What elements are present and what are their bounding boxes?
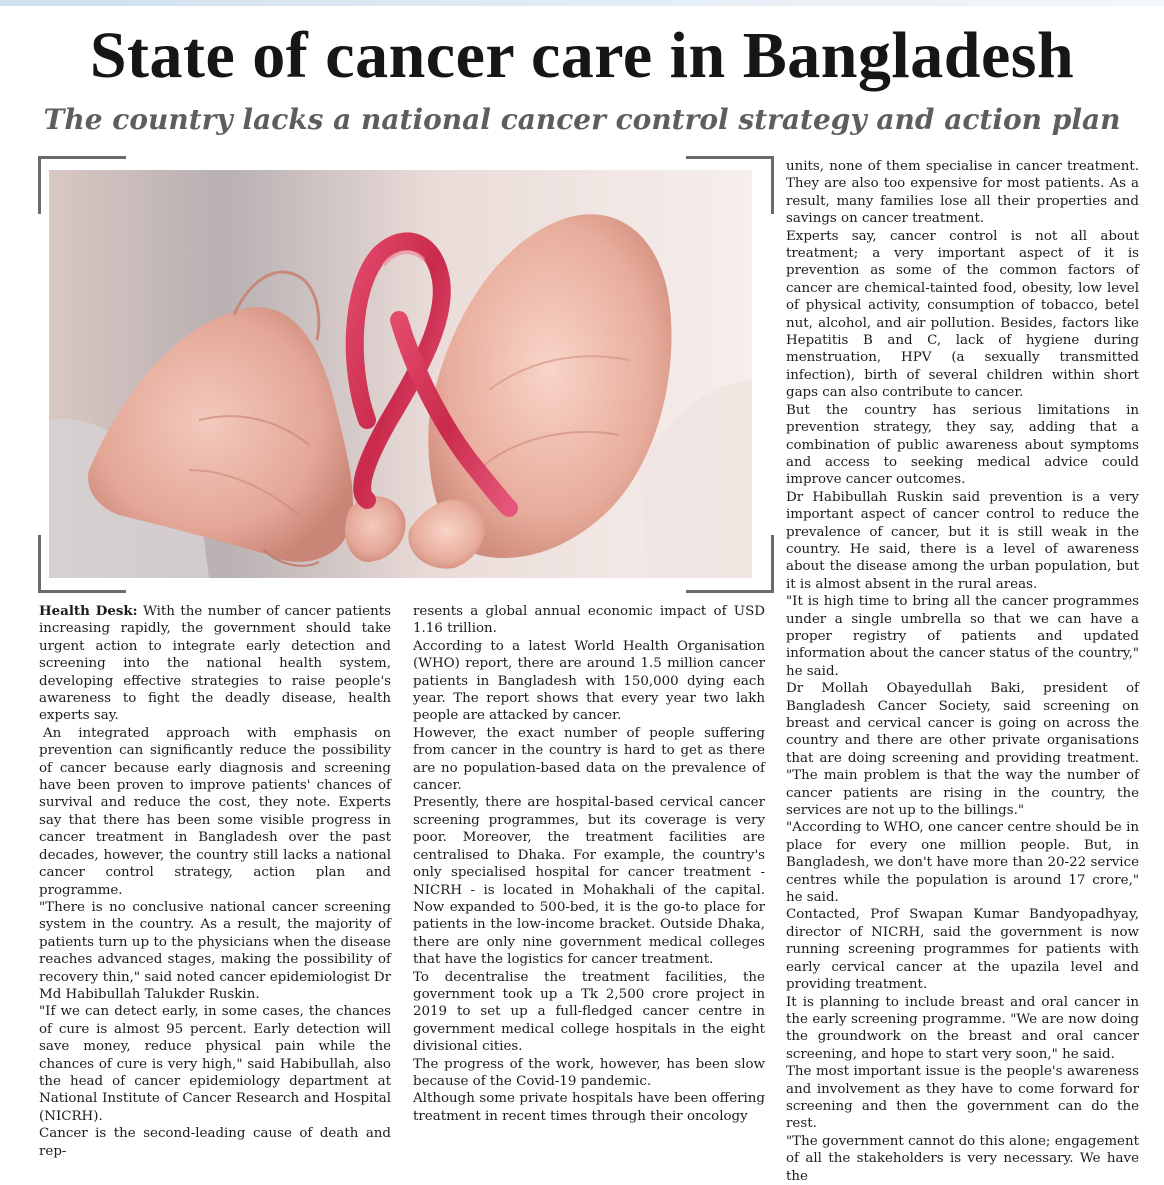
paragraph: "According to WHO, one cancer centre should be in place for every one million people. But, in Bangladesh, we don't have more than 20-22 service centres while the population is around 17 crore," he said. xyxy=(786,820,1139,906)
paragraph: "If we can detect early, in some cases, the chances of cure is almost 95 percent. Early detection will save money, reduce physical pain while the chances of cure is very high," said Habibullah, also the head of cancer epidemiology department at National Institute of Cancer Research and Hospital (NICRH). xyxy=(39,1004,391,1124)
paragraph: units, none of them specialise in cancer treatment. They are also too expensive for most patients. As a result, many families lose all their properties and savings on cancer treatment. xyxy=(786,159,1139,227)
paragraph: The progress of the work, however, has been slow because of the Covid-19 pandemic. xyxy=(413,1056,765,1089)
paragraph: "It is high time to bring all the cancer programmes under a single umbrella so that we can have a proper registry of patients and updated information about the cancer status of the country," he said. xyxy=(786,594,1139,679)
paragraph xyxy=(39,603,391,725)
paragraph: Experts say, cancer control is not all about treatment; a very important aspect of it is prevention as some of the common factors of cancer are chemical-tainted food, obesity, low level of physical activity, consumption of tobacco, betel nut, alcohol, and air pollution. Besides, factors like Hepatitis B and C, lack of hygiene during menstruation, HPV (a sexually transmitted infection), birth of several children within short gaps can also contribute to cancer. xyxy=(786,228,1139,401)
article-column-2 xyxy=(413,603,765,1125)
byline: Health Desk: xyxy=(39,603,138,619)
photo-frame xyxy=(38,156,774,593)
top-decor-strip xyxy=(0,0,1164,6)
ribbon-hands-photo xyxy=(49,170,752,578)
paragraph: "There is no conclusive national cancer screening system in the country. As a result, the majority of patients turn up to the physicians when the disease reaches advanced stages, making the possibility of recovery thin," said noted cancer epidemiologist Dr Md Habibullah Talukder Ruskin. xyxy=(39,899,391,1002)
paragraph-text: With the number of cancer patients increasing rapidly, the government should take urgent action to integrate early detection and screening into the national health system, developing effective strategies to raise people's awareness to fight the deadly disease, health experts say. xyxy=(39,604,391,724)
paragraph: Cancer is the second-leading cause of death and rep- xyxy=(39,1126,391,1159)
paragraph: Although some private hospitals have been offering treatment in recent times through their oncology xyxy=(413,1091,765,1124)
paragraph: resents a global annual economic impact of USD 1.16 trillion. xyxy=(413,604,765,637)
paragraph: But the country has serious limitations in prevention strategy, they say, adding that a combination of public awareness about symptoms and access to seeking medical advice could improve cancer outcomes. xyxy=(786,402,1139,488)
paragraph: Dr Mollah Obayedullah Baki, president of Bangladesh Cancer Society, said screening on breast and cervical cancer is going on across the country and there are other private organisations that are doing screening and providing treatment. "The main problem is that the way the number of cancer patients are rising in the country, the services are not up to the billings." xyxy=(786,681,1139,819)
paragraph: It is planning to include breast and oral cancer in the early screening programme. "We are now doing the groundwork on the breast and oral cancer screening, and hope to start very soon," he said. xyxy=(786,994,1139,1062)
paragraph: To decentralise the treatment facilities, the government took up a Tk 2,500 crore project in 2019 to set up a full-fledged cancer centre in government medical college hospitals in the eight divisional cities. xyxy=(413,969,765,1055)
paragraph: Dr Habibullah Ruskin said prevention is a very important aspect of cancer control to reduce the prevalence of cancer, but it is still weak in the country. He said, there is a level of awareness about the disease among the urban population, but it is almost absent in the rural areas. xyxy=(786,489,1139,592)
article-column-1 xyxy=(39,603,391,1160)
paragraph: According to a latest World Health Organisation (WHO) report, there are around 1.5 million cancer patients in Bangladesh with 150,000 dying each year. The report shows that every year two lakh people are attacked by cancer. xyxy=(413,638,765,724)
paragraph: The most important issue is the people's awareness and involvement as they have to come forward for screening and then the government can do the rest. xyxy=(786,1064,1139,1132)
paragraph: However, the exact number of people suffering from cancer in the country is hard to get as there are no population-based data on the prevalence of cancer. xyxy=(413,725,765,794)
paragraph: An integrated approach with emphasis on prevention can significantly reduce the possibility of cancer because early diagnosis and screening have been proven to improve patients' chances of survival and reduce the cost, they note. Experts say that there has been some visible progress in cancer treatment in Bangladesh over the past decades, however, the country still lacks a national cancer control strategy, action plan and programme. xyxy=(39,725,391,898)
paragraph: "The government cannot do this alone; engagement of all the stakeholders is very necessary. We have the xyxy=(786,1133,1139,1184)
headline: State of cancer care in Bangladesh xyxy=(89,19,1075,92)
subheadline: The country lacks a national cancer control strategy and action plan xyxy=(43,103,1121,136)
paragraph: Presently, there are hospital-based cervical cancer screening programmes, but its coverage is very poor. Moreover, the treatment facilities are centralised to Dhaka. For example, the country's only specialised hospital for cancer treatment - NICRH - is located in Mohakhali of the capital. Now expanded to 500-bed, it is the go-to place for patients in the low-income bracket. Outside Dhaka, there are only nine government medical colleges that have the logistics for cancer treatment. xyxy=(413,795,765,968)
paragraph: Contacted, Prof Swapan Kumar Bandyopadhyay, director of NICRH, said the government is now running screening programmes for patients with early cervical cancer at the upazila level and providing treatment. xyxy=(786,907,1139,993)
article-column-3 xyxy=(786,158,1139,1185)
